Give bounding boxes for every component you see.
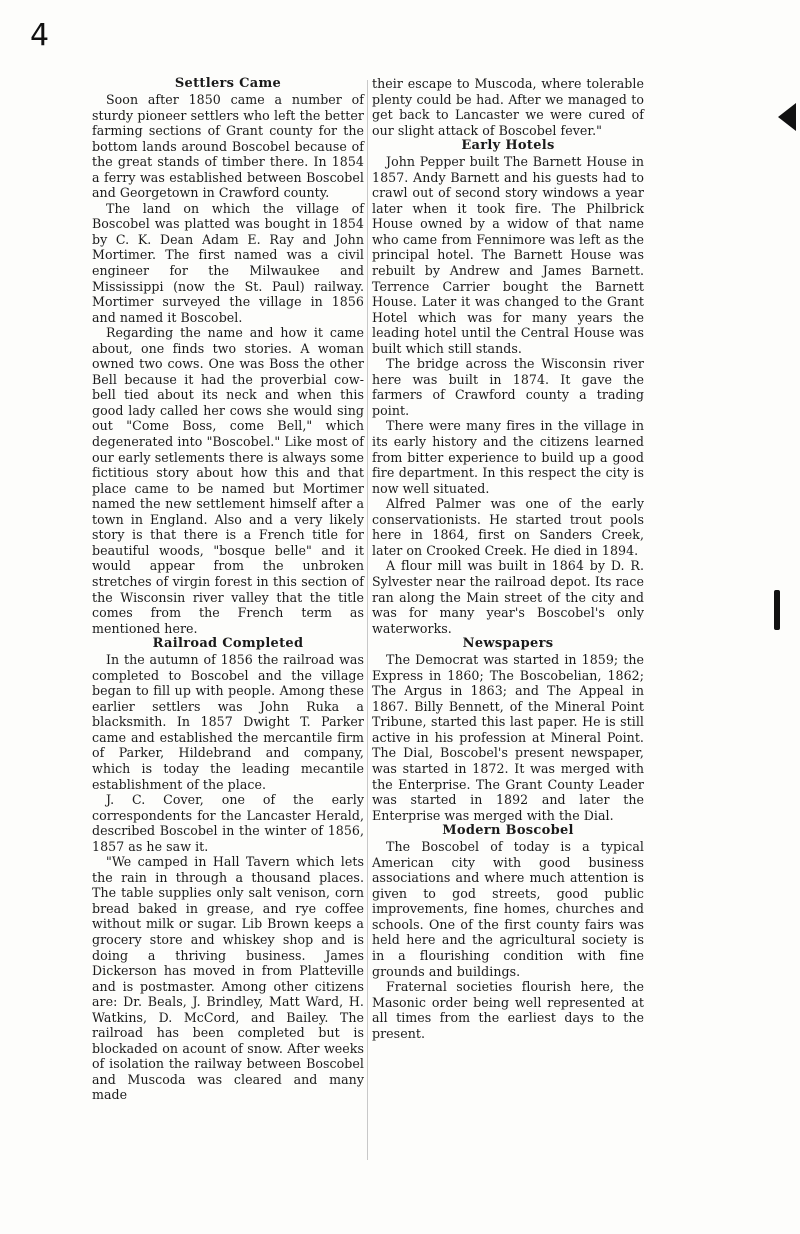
railroad-paragraph-1: In the autumn of 1856 the railroad was completed to Boscobel and the village began to fill up with people. Among these earlier settlers was John Ruka a blacksmith. In 1857 Dwight T. Parker came and established the mercantile firm of Parker, Hildebrand and company, which is today the leading mecantile establishment of the place. <box>92 652 364 792</box>
settlers-paragraph-3: Regarding the name and how it came about, one finds two stories. A woman owned two cows. One was Boss the other Bell because it had the proverbial cow-bell tied about its neck and when this good lady called her cows she would sing out "Come Boss, come Bell," which degenerated into "Boscobel." Like most of our early setlements there is always some fictitious story about how this and that place came to be named but Mortimer named the new settlement himself after a town in England. Also and a very likely story is that there is a French title for beautiful woods, "bosque belle" and it would appear from the unbroken stretches of virgin forest in this section of the Wisconsin river valley that the title comes from the French term as mentioned here. <box>92 325 364 636</box>
settlers-heading: Settlers Came <box>174 76 282 91</box>
modern-boscobel-heading: Modern Boscobel <box>442 823 574 839</box>
railroad-heading: Railroad Completed <box>152 636 304 652</box>
modern-paragraph-2: Fraternal societies flourish here, the Masonic order being well represented at all times from the earliest days to the present. <box>372 979 644 1041</box>
hotels-paragraph-5: A flour mill was built in 1864 by D. R. Sylvester near the railroad depot. Its race ran along the Main street of the city and was for many year's Boscobel's only waterworks. <box>372 558 644 636</box>
railroad-paragraph-2: J. C. Cover, one of the early correspondents for the Lancaster Herald, described Boscobel in the winter of 1856, 1857 as he saw it. <box>92 792 364 854</box>
right-column <box>372 76 644 1041</box>
margin-arrow-mark <box>778 103 796 131</box>
continued-paragraph: their escape to Muscoda, where tolerable plenty could be had. After we managed to get back to Lancaster we were cured of our slight attack of Boscobel fever." <box>372 76 644 138</box>
hotels-paragraph-4: Alfred Palmer was one of the early conservationists. He started trout pools here in 1864, first on Sanders Creek, later on Crooked Creek. He died in 1894. <box>372 496 644 558</box>
settlers-paragraph-1: Soon after 1850 came a number of sturdy pioneer settlers who left the better farming sections of Grant county for the bottom lands around Boscobel because of the great stands of timber there. In 1854 a ferry was established between Boscobel and Georgetown in Crawford county. <box>92 92 364 201</box>
hotels-paragraph-3: There were many fires in the village in its early history and the citizens learned from bitter experience to build up a good fire department. In this respect the city is now well situated. <box>372 418 644 496</box>
railroad-paragraph-3: "We camped in Hall Tavern which lets the rain in through a thousand places. The table supplies only salt venison, corn bread baked in grease, and rye coffee without milk or sugar. Lib Brown keeps a grocery store and whiskey shop and is doing a thriving business. James Dickerson has moved in from Platteville and is postmaster. Among other citizens are: Dr. Beals, J. Brindley, Matt Ward, H. Watkins, D. McCord, and Bailey. The railroad has been completed but is blockaded on acount of snow. After weeks of isolation the railway between Boscobel and Muscoda was cleared and many made <box>92 854 364 1103</box>
hotels-paragraph-1: John Pepper built The Barnett House in 1857. Andy Barnett and his guests had to crawl out of second story windows a year later when it took fire. The Philbrick House owned by a widow of that name who came from Fennimore was left as the principal hotel. The Barnett House was rebuilt by Andrew and James Barnett. Terrence Carrier bought the Barnett House. Later it was changed to the Grant Hotel which was for many years the leading hotel until the Central House was built which still stands. <box>372 154 644 356</box>
early-hotels-heading: Early Hotels <box>461 138 555 154</box>
settlers-paragraph-2: The land on which the village of Boscobel was platted was bought in 1854 by C. K. Dean Adam E. Ray and John Mortimer. The first named was a civil engineer for the Milwaukee and Mississippi (now the St. Paul) railway. Mortimer surveyed the village in 1856 and named it Boscobel. <box>92 200 364 325</box>
newspapers-paragraph-1: The Democrat was started in 1859; the Express in 1860; The Boscobelian, 1862; The Argus in 1863; and The Appeal in 1867. Billy Bennett, of the Mineral Point Tribune, started this last paper. He is still active in his profession at Mineral Point. The Dial, Boscobel's present newspaper, was started in 1872. It was merged with the Enterprise. The Grant County Leader was started in 1892 and later the Enterprise was merged with the Dial. <box>372 652 644 823</box>
left-column <box>92 76 364 1103</box>
page-number: 4 <box>30 18 50 53</box>
modern-paragraph-1: The Boscobel of today is a typical American city with good business associations and where much attention is given to god streets, good public improvements, fine homes, churches and schools. One of the first county fairs was held here and the agricultural society is in a flourishing condition with fine grounds and buildings. <box>372 839 644 979</box>
column-divider <box>367 80 368 1160</box>
margin-bar-mark <box>774 590 780 630</box>
newspapers-heading: Newspapers <box>462 636 554 652</box>
hotels-paragraph-2: The bridge across the Wisconsin river here was built in 1874. It gave the farmers of Crawford county a trading point. <box>372 356 644 418</box>
